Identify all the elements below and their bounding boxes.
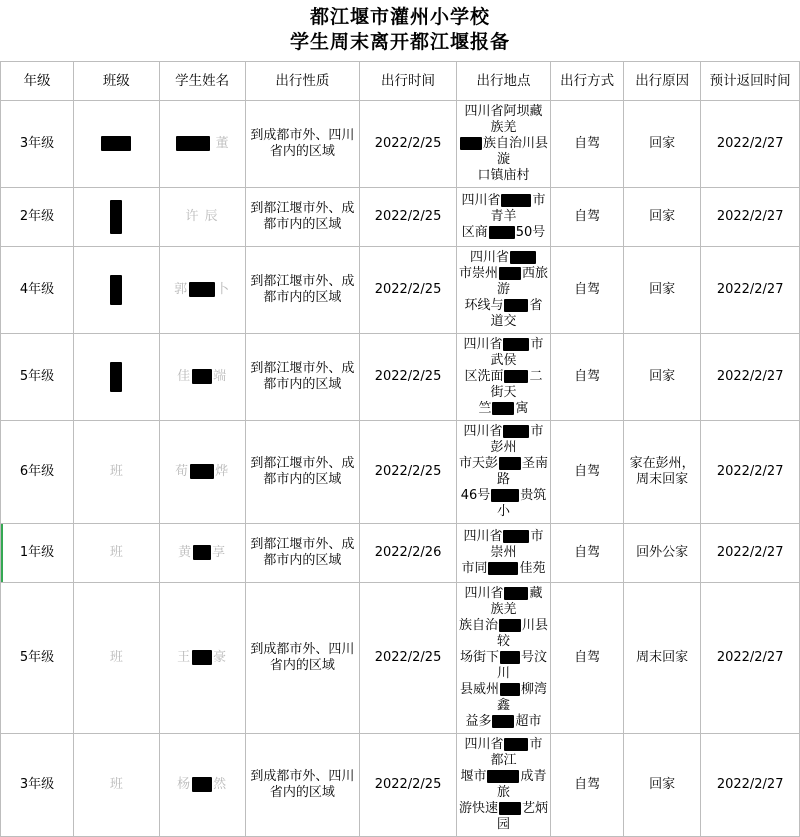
cell-reason: 回外公家 [624,524,701,583]
redaction-bar [487,770,519,783]
cell-student-name: 王 豪 [159,583,245,734]
cell-reason: 周末回家 [624,583,701,734]
column-header-travel-date: 出行时间 [360,62,457,101]
cell-return-date: 2022/2/27 [701,188,800,247]
cell-transport: 自驾 [551,734,624,837]
column-header-destination: 出行地点 [456,62,550,101]
cell-transport: 自驾 [551,188,624,247]
cell-travel-nature: 到成都市外、四川省内的区域 [245,101,360,188]
redaction-bar [101,136,131,151]
redaction-bar [499,619,521,632]
column-header-class: 班级 [73,62,159,101]
table-row [1,247,800,334]
redaction-bar [460,137,482,150]
cell-student-name: 董 [159,101,245,188]
redaction-bar [503,425,529,438]
cell-return-date: 2022/2/27 [701,524,800,583]
redaction-bar [110,200,122,234]
cell-travel-date: 2022/2/25 [360,247,457,334]
document-title [0,0,800,61]
cell-return-date: 2022/2/27 [701,334,800,421]
class-text: 班 [109,464,123,479]
redaction-bar [193,545,211,560]
column-header-reason: 出行原因 [624,62,701,101]
column-header-return-date: 预计返回时间 [701,62,800,101]
cell-class [73,734,159,837]
cell-class [73,247,159,334]
cell-travel-nature: 到都江堰市外、成都市内的区域 [245,247,360,334]
report-table [0,61,800,837]
cell-reason: 回家 [624,188,701,247]
cell-destination: 四川省 市崇州 西旅游 环线与 省道交 [456,247,550,334]
cell-travel-date: 2022/2/25 [360,101,457,188]
cell-travel-date: 2022/2/25 [360,334,457,421]
redaction-bar [489,226,515,239]
redaction-bar [491,489,519,502]
table-header-row [1,62,800,101]
cell-return-date: 2022/2/27 [701,247,800,334]
redaction-bar [192,777,212,792]
cell-travel-nature: 到成都市外、四川省内的区域 [245,583,360,734]
destination-line: 族自治川县漩 [482,136,548,167]
redaction-bar [499,267,521,280]
redaction-bar [500,683,520,696]
cell-grade: 5年级 [1,334,74,421]
cell-destination: 四川省 市武侯 区洗面 二街天 竺 寓 [456,334,550,421]
cell-destination: 四川省 藏族羌 族自治 川县较 场街下 号汶川 县威州 柳湾鑫 益多 超市 [456,583,550,734]
cell-class [73,524,159,583]
destination-line: 口镇庙村 [477,168,530,183]
cell-grade: 1年级 [1,524,74,583]
cell-travel-nature: 到都江堰市外、成都市内的区域 [245,421,360,524]
cell-return-date: 2022/2/27 [701,421,800,524]
cell-transport: 自驾 [551,247,624,334]
cell-transport: 自驾 [551,421,624,524]
redaction-bar [499,802,521,815]
redaction-bar [192,650,212,665]
cell-travel-nature: 到都江堰市外、成都市内的区域 [245,188,360,247]
cell-destination: 四川省 市彭州 市天彭 圣南路 46号 贵筑小 [456,421,550,524]
cell-destination: 四川省 市崇州 市同 佳苑 [456,524,550,583]
title-line-1: 都江堰市灌州小学校 [309,6,490,28]
cell-return-date: 2022/2/27 [701,101,800,188]
table-row [1,334,800,421]
redaction-bar [504,299,528,312]
cell-travel-date: 2022/2/25 [360,421,457,524]
cell-reason: 回家 [624,247,701,334]
cell-travel-date: 2022/2/25 [360,734,457,837]
redaction-bar [492,715,514,728]
redaction-bar [492,402,514,415]
cell-grade: 2年级 [1,188,74,247]
cell-student-name: 黄 享 [159,524,245,583]
cell-destination: 四川省 市青羊 区商 50号 [456,188,550,247]
cell-destination [456,101,550,188]
cell-transport: 自驾 [551,524,624,583]
table-row [1,421,800,524]
cell-travel-nature: 到成都市外、四川省内的区域 [245,734,360,837]
redaction-bar [504,738,528,751]
cell-grade: 4年级 [1,247,74,334]
cell-grade: 3年级 [1,734,74,837]
cell-class [73,583,159,734]
cell-destination: 四川省 市都江 堰市 成青旅 游快速 艺炳园 [456,734,550,837]
table-row [1,188,800,247]
redaction-bar [504,587,528,600]
redaction-bar [499,457,521,470]
redaction-bar [192,369,212,384]
cell-reason: 回家 [624,734,701,837]
class-text: 班 [109,777,123,792]
redaction-bar [189,282,215,297]
class-text: 班 [109,650,123,665]
redaction-bar [501,194,531,207]
cell-reason: 回家 [624,101,701,188]
redaction-bar [488,562,518,575]
cell-student-name: 杨 然 [159,734,245,837]
redaction-bar [176,136,210,151]
cell-class [73,188,159,247]
cell-transport: 自驾 [551,334,624,421]
cell-grade: 3年级 [1,101,74,188]
redaction-bar [190,464,214,479]
table-row [1,734,800,837]
cell-class [73,421,159,524]
cell-student-name: 佳 端 [159,334,245,421]
cell-grade: 6年级 [1,421,74,524]
cell-reason: 家在彭州，周末回家 [624,421,701,524]
redaction-bar [110,275,122,305]
column-header-student-name: 学生姓名 [159,62,245,101]
redaction-bar [504,370,528,383]
cell-return-date: 2022/2/27 [701,734,800,837]
cell-travel-nature: 到都江堰市外、成都市内的区域 [245,524,360,583]
cell-travel-nature: 到都江堰市外、成都市内的区域 [245,334,360,421]
redaction-bar [500,651,520,664]
table-row [1,101,800,188]
cell-grade: 5年级 [1,583,74,734]
cell-class [73,101,159,188]
cell-reason: 回家 [624,334,701,421]
cell-transport: 自驾 [551,583,624,734]
table-row [1,583,800,734]
redaction-bar [510,251,536,264]
cell-travel-date: 2022/2/25 [360,188,457,247]
cell-class [73,334,159,421]
destination-line: 四川省阿坝藏族羌 [464,104,543,135]
title-line-2: 学生周末离开都江堰报备 [289,31,510,53]
cell-student-name: 许 辰 [159,188,245,247]
redaction-bar [503,530,529,543]
column-header-travel-nature: 出行性质 [245,62,360,101]
redaction-bar [110,362,122,392]
cell-transport: 自驾 [551,101,624,188]
column-header-grade: 年级 [1,62,74,101]
cell-student-name: 荀 烨 [159,421,245,524]
redaction-bar [503,338,529,351]
class-text: 班 [109,545,123,560]
cell-travel-date: 2022/2/26 [360,524,457,583]
column-header-transport: 出行方式 [551,62,624,101]
table-row [1,524,800,583]
cell-student-name: 郭 卜 [159,247,245,334]
cell-return-date: 2022/2/27 [701,583,800,734]
cell-travel-date: 2022/2/25 [360,583,457,734]
